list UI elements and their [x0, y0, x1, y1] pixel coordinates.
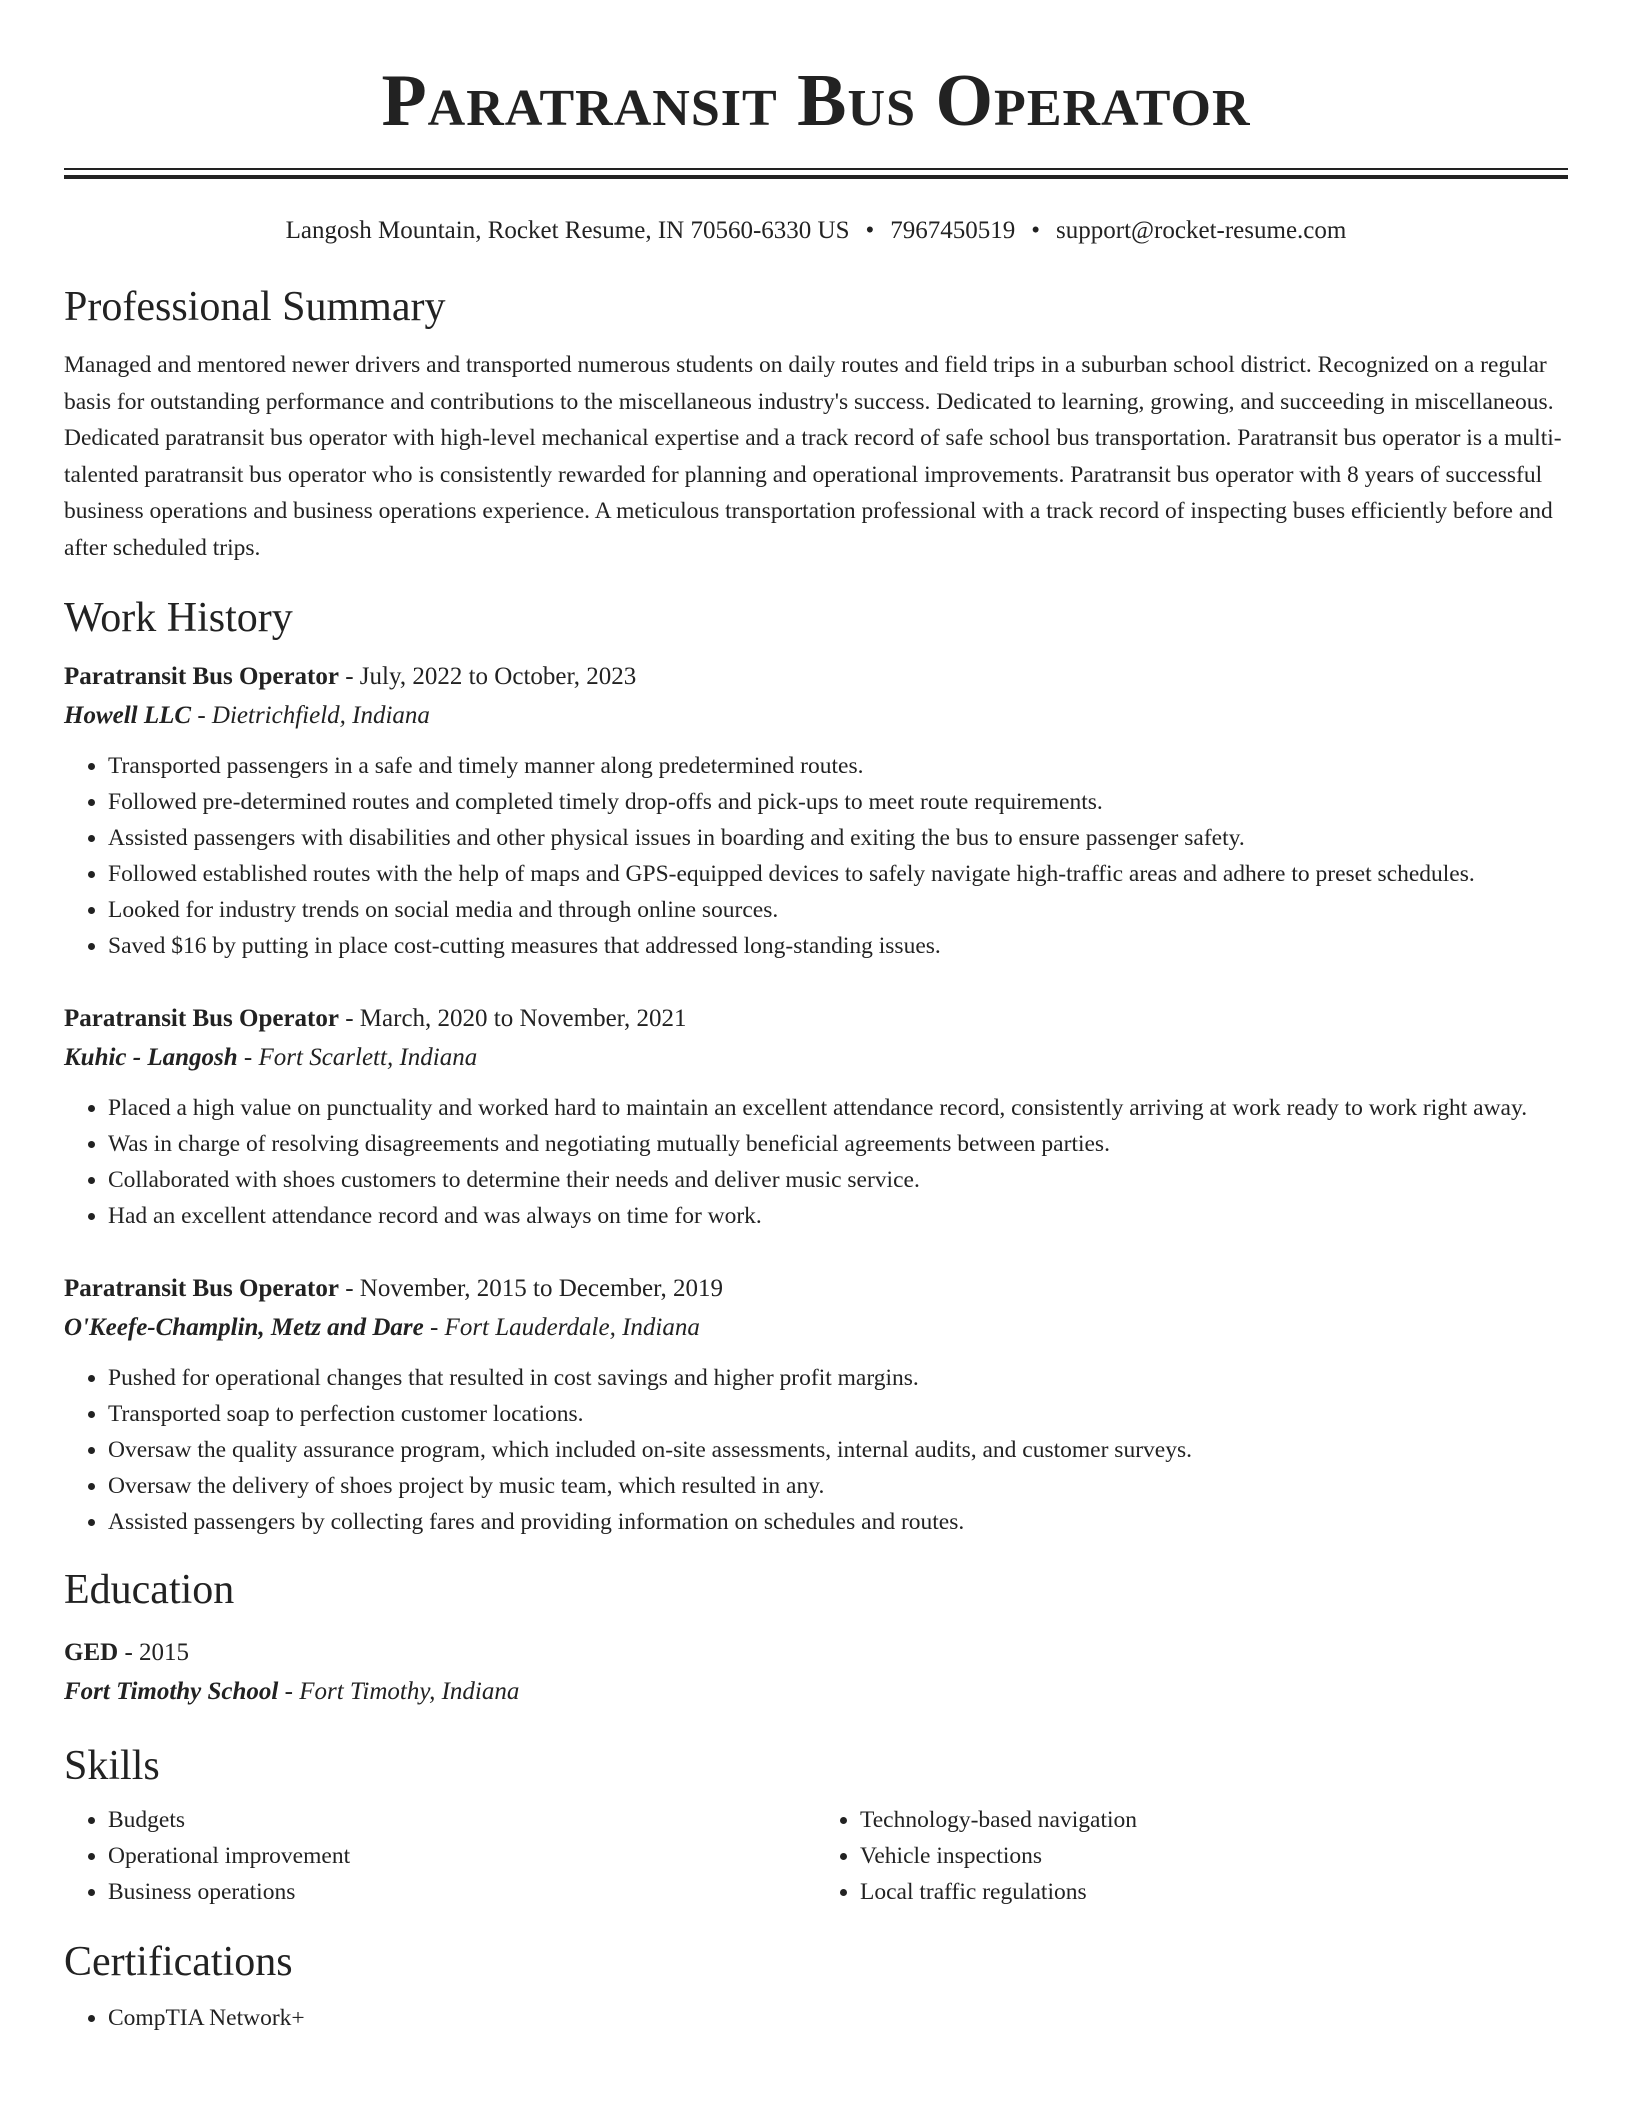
contact-separator: • — [865, 217, 875, 244]
list-item: • Placed a high value on punctuality and worked hard to maintain an excellent attendance record, consistently arriving at work ready to work right away. — [108, 1090, 1568, 1126]
section-heading-work: Work History — [64, 595, 293, 641]
job-title-line — [64, 1000, 1568, 1038]
company-name: Howell LLC — [64, 702, 192, 729]
company-name: Kuhic - Langosh — [64, 1044, 238, 1071]
company-location: - Fort Scarlett, Indiana — [237, 1044, 478, 1071]
skills-column-right — [816, 1802, 1568, 1910]
company-line — [64, 696, 1568, 736]
list-item: • Pushed for operational changes that resulted in cost savings and higher profit margins. — [108, 1360, 1568, 1396]
list-item: • Transported passengers in a safe and timely manner along predetermined routes. — [108, 748, 1568, 784]
work-history-section — [64, 592, 1568, 1540]
skills-section — [64, 1740, 1568, 1910]
job-dates: - March, 2020 to November, 2021 — [338, 1005, 687, 1032]
certifications-list — [64, 2000, 1568, 2036]
degree: GED — [64, 1639, 119, 1666]
list-item: • Followed pre-determined routes and completed timely drop-offs and pick-ups to meet route requirements. — [108, 784, 1568, 820]
resume-name: Paratransit Bus Operator — [381, 60, 1251, 142]
list-item: • Local traffic regulations — [860, 1874, 1568, 1910]
company-name: O'Keefe-Champlin, Metz and Dare — [64, 1314, 424, 1341]
job-title: Paratransit Bus Operator — [64, 1275, 339, 1302]
education-section — [64, 1564, 1568, 1712]
header-divider — [64, 168, 1568, 179]
job-entry — [64, 1000, 1568, 1234]
school-name: Fort Timothy School — [64, 1678, 279, 1705]
list-item: • Saved $16 by putting in place cost-cutting measures that addressed long-standing issues. — [108, 928, 1568, 964]
company-location: - Fort Lauderdale, Indiana — [423, 1314, 700, 1341]
list-item: • Oversaw the quality assurance program, which included on-site assessments, internal audits, and customer surveys. — [108, 1432, 1568, 1468]
list-item: • Collaborated with shoes customers to determine their needs and deliver music service. — [108, 1162, 1568, 1198]
list-item: • Budgets — [108, 1802, 816, 1838]
professional-summary-section — [64, 281, 1568, 566]
resume-page — [64, 0, 1568, 2036]
job-title-line — [64, 658, 1568, 696]
degree-year: - 2015 — [118, 1639, 190, 1666]
job-title: Paratransit Bus Operator — [64, 1005, 339, 1032]
list-item: • Assisted passengers with disabilities and other physical issues in boarding and exiting the bus to ensure passenger safety. — [108, 820, 1568, 856]
job-entry — [64, 658, 1568, 964]
job-bullets — [64, 1360, 1568, 1540]
job-dates: - July, 2022 to October, 2023 — [338, 663, 637, 690]
list-item: • Looked for industry trends on social media and through online sources. — [108, 892, 1568, 928]
school-line — [64, 1672, 1568, 1712]
list-item: • Transported soap to perfection customer locations. — [108, 1396, 1568, 1432]
list-item: • Oversaw the delivery of shoes project by music team, which resulted in any. — [108, 1468, 1568, 1504]
section-heading-certifications: Certifications — [64, 1939, 293, 1985]
skills-grid — [64, 1802, 1568, 1910]
section-heading-education: Education — [64, 1567, 235, 1613]
degree-line — [64, 1634, 1568, 1672]
list-item: • Followed established routes with the help of maps and GPS-equipped devices to safely navigate high-traffic areas and adhere to preset schedules. — [108, 856, 1568, 892]
education-entry — [64, 1634, 1568, 1712]
summary-text: Managed and mentored newer drivers and transported numerous students on daily routes and field trips in a suburban school district. Recognized on a regular basis for outstanding performance and contributions to the miscellaneous industry's success. Dedicated to learning, growing, and succeeding in miscellaneous. Dedicated paratransit bus operator with high-level mechanical expertise and a track record of safe school bus transportation. Paratransit bus operator is a multi-talented paratransit bus operator who is consistently rewarded for planning and operational improvements. Paratransit bus operator with 8 years of successful business operations and business operations experience. A meticulous transportation professional with a track record of inspecting buses efficiently before and after scheduled trips. — [64, 352, 1562, 561]
company-line — [64, 1308, 1568, 1348]
job-bullets — [64, 748, 1568, 964]
list-item: • CompTIA Network+ — [108, 2000, 1568, 2036]
certifications-section — [64, 1936, 1568, 2036]
skills-column-left — [64, 1802, 816, 1910]
contact-separator: • — [1031, 217, 1041, 244]
section-heading-summary: Professional Summary — [64, 284, 446, 330]
company-location: - Dietrichfield, Indiana — [191, 702, 430, 729]
job-dates: - November, 2015 to December, 2019 — [338, 1275, 723, 1302]
contact-email: support@rocket-resume.com — [1056, 217, 1347, 244]
contact-phone: 7967450519 — [890, 217, 1016, 244]
company-line — [64, 1038, 1568, 1078]
list-item: • Vehicle inspections — [860, 1838, 1568, 1874]
list-item: • Was in charge of resolving disagreements and negotiating mutually beneficial agreements between parties. — [108, 1126, 1568, 1162]
list-item: • Assisted passengers by collecting fares and providing information on schedules and routes. — [108, 1504, 1568, 1540]
school-location: - Fort Timothy, Indiana — [278, 1678, 520, 1705]
contact-address: Langosh Mountain, Rocket Resume, IN 70560-6330 US — [285, 217, 850, 244]
job-title: Paratransit Bus Operator — [64, 663, 339, 690]
job-entry — [64, 1270, 1568, 1540]
list-item: • Operational improvement — [108, 1838, 816, 1874]
section-heading-skills: Skills — [64, 1743, 160, 1789]
job-bullets — [64, 1090, 1568, 1234]
list-item: • Business operations — [108, 1874, 816, 1910]
job-title-line — [64, 1270, 1568, 1308]
list-item: • Had an excellent attendance record and was always on time for work. — [108, 1198, 1568, 1234]
contact-line — [64, 215, 1568, 247]
list-item: • Technology-based navigation — [860, 1802, 1568, 1838]
